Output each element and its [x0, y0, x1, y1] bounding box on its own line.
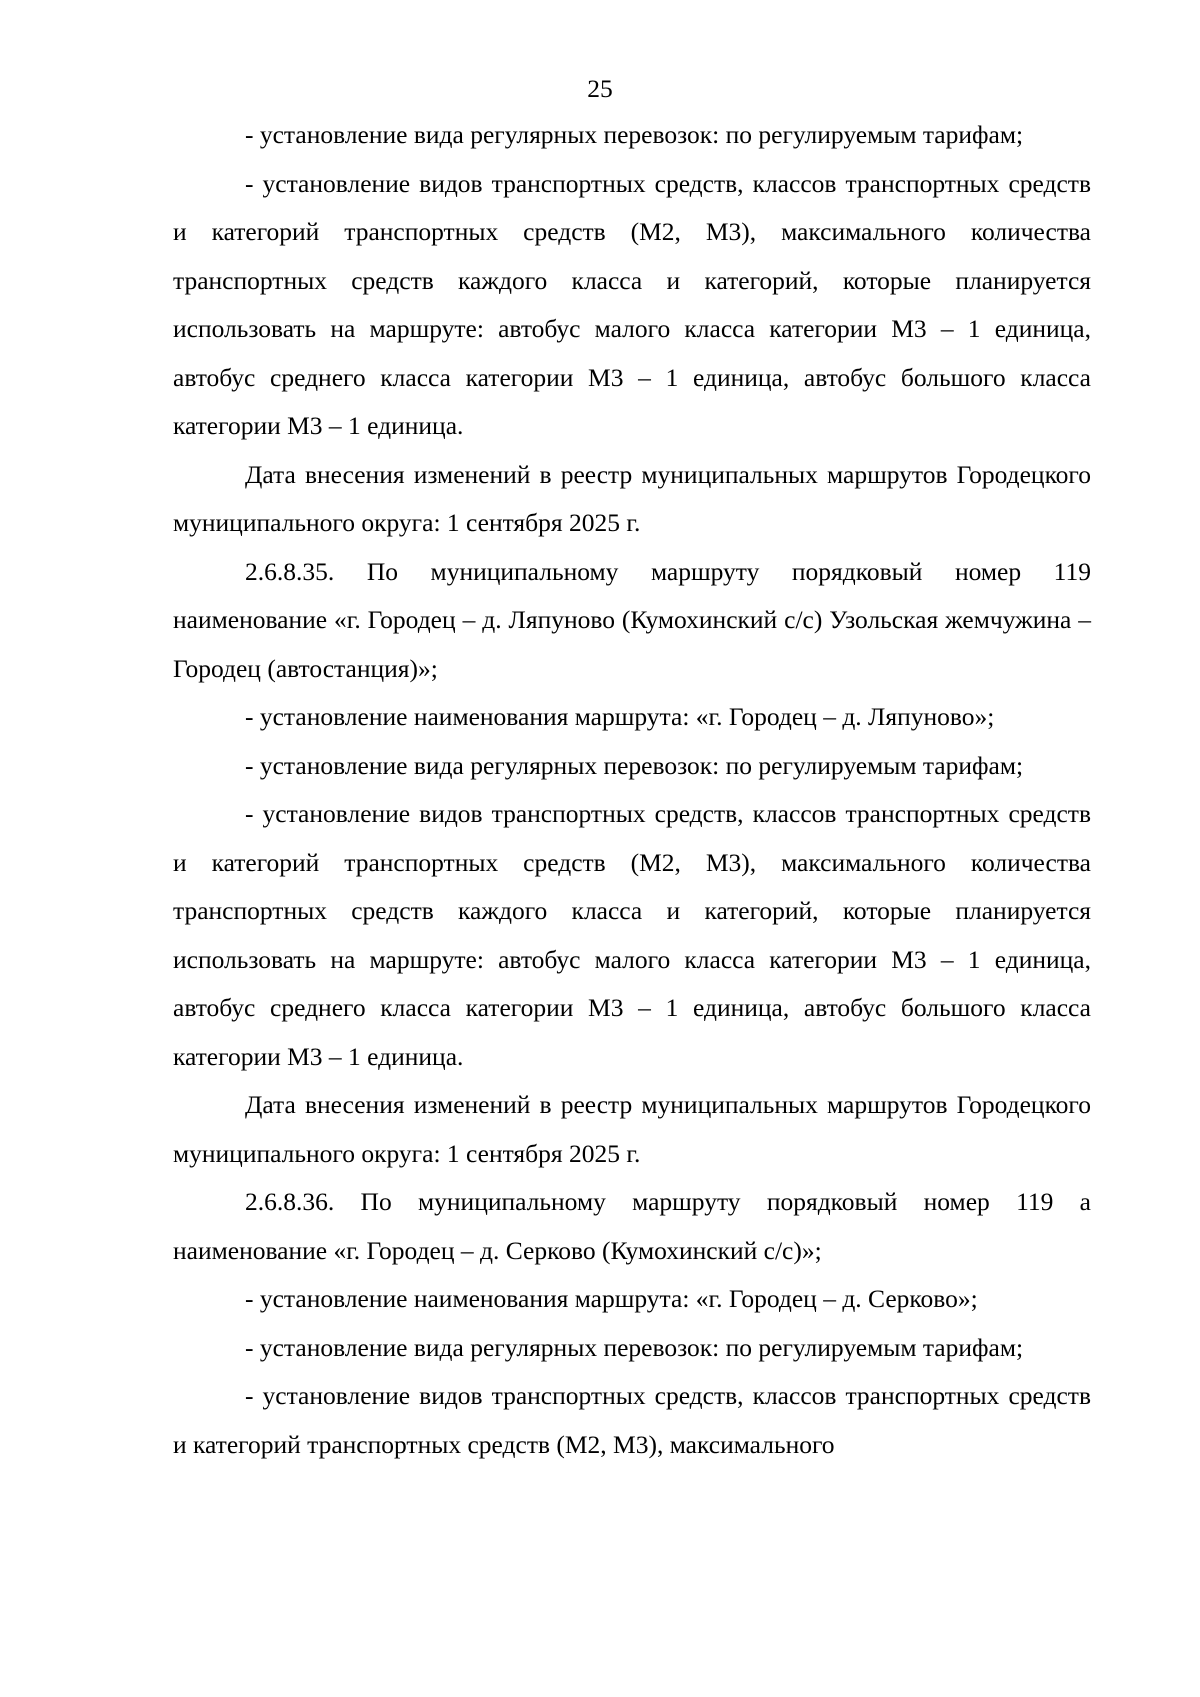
paragraph-route-name-serkovo: - установление наименования маршрута: «г. Городец – д. Серково»; [245, 1284, 978, 1313]
paragraph-vehicle-types-1: - установление видов транспортных средств, классов транспортных средств и категорий транспортных средств (М2, М3), максимального количества транспортных средств каждого класса и категорий, которые планируется использовать на маршруте: автобус малого класса категории М3 – 1 единица, автобус среднего класса категории М3 – 1 единица, автобус большого класса категории М3 – 1 единица. [173, 168, 1091, 440]
paragraph-registry-date-1: Дата внесения изменений в реестр муниципальных маршрутов Городецкого муниципального округа: 1 сентября 2025 г. [173, 459, 1091, 537]
paragraph-clause-2-6-8-35: 2.6.8.35. По муниципальному маршруту порядковый номер 119 наименование «г. Городец – д. Ляпуново (Кумохинский с/с) Узольская жемчужина – Городец (автостанция)»; [173, 556, 1091, 683]
paragraph-route-name-lyapunovo: - установление наименования маршрута: «г. Городец – д. Ляпуново»; [245, 702, 995, 731]
document-body [173, 111, 1091, 1469]
paragraph-tariff-type-1: - установление вида регулярных перевозок: по регулируемым тарифам; [245, 120, 1024, 149]
paragraph-tariff-type-2: - установление вида регулярных перевозок: по регулируемым тарифам; [245, 750, 1024, 780]
paragraph-vehicle-types-2: - установление видов транспортных средств, классов транспортных средств и категорий транспортных средств (М2, М3), максимального количества транспортных средств каждого класса и категорий, которые планируется использовать на маршруте: автобус малого класса категории М3 – 1 единица, автобус среднего класса категории М3 – 1 единица, автобус большого класса категории М3 – 1 единица. [173, 799, 1091, 1071]
paragraph-tariff-type-3: - установление вида регулярных перевозок: по регулируемым тарифам; [245, 1332, 1024, 1362]
paragraph-clause-2-6-8-36: 2.6.8.36. По муниципальному маршруту порядковый номер 119 а наименование «г. Городец – д. Серково (Кумохинский с/с)»; [173, 1187, 1091, 1265]
paragraph-registry-date-2: Дата внесения изменений в реестр муниципальных маршрутов Городецкого муниципального округа: 1 сентября 2025 г. [173, 1090, 1091, 1168]
page-number: 25 [587, 74, 613, 103]
paragraph-vehicle-types-3: - установление видов транспортных средств, классов транспортных средств и категорий транспортных средств (М2, М3), максимального [173, 1381, 1091, 1459]
